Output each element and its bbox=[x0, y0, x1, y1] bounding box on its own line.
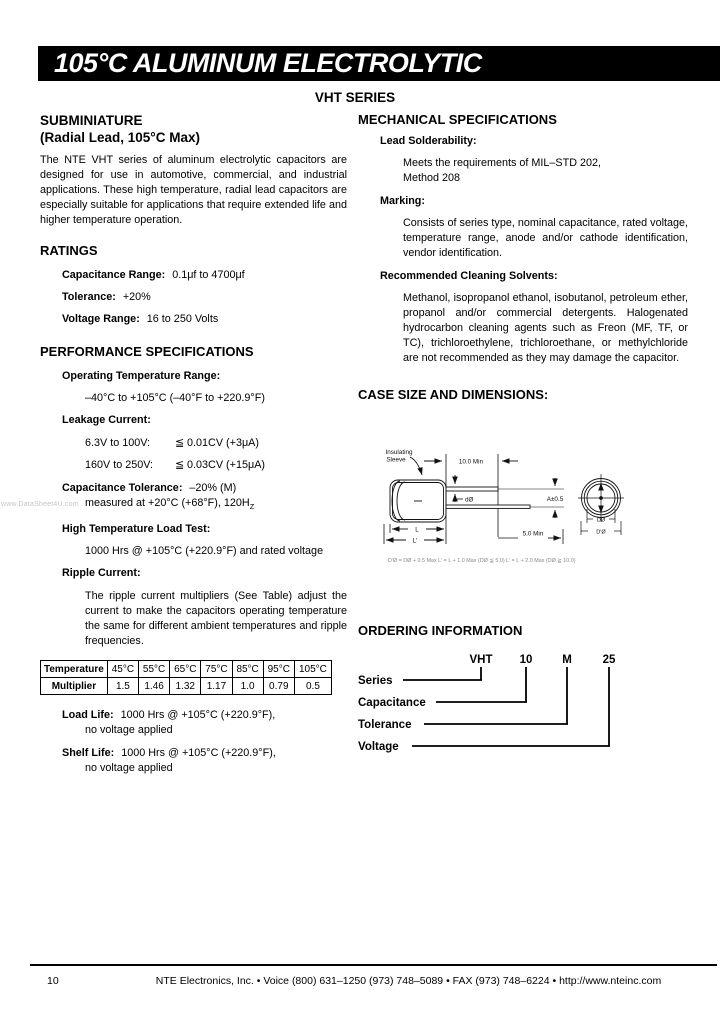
shelf-life-label: Shelf Life: bbox=[62, 747, 115, 760]
bottom-lead bbox=[446, 505, 530, 508]
ordering-code-tolerance: M bbox=[562, 654, 572, 666]
left-column bbox=[40, 112, 347, 776]
leakage-range: 160V to 250V: bbox=[85, 459, 154, 471]
table-cell: 75°C bbox=[201, 661, 232, 678]
ordering-labels bbox=[358, 675, 426, 753]
diagram-labels bbox=[386, 449, 607, 545]
ordering-code-voltage: 25 bbox=[602, 654, 616, 666]
dia-outer-label: D'Ø bbox=[596, 529, 606, 536]
cap-tolerance-label: Capacitance Tolerance: bbox=[62, 482, 183, 494]
load-test-label: High Temperature Load Test: bbox=[62, 523, 211, 536]
rating-value: 16 to 250 Volts bbox=[146, 313, 219, 325]
mechanical-heading: MECHANICAL SPECIFICATIONS bbox=[358, 112, 557, 127]
dim-10min-label: 10.0 Min bbox=[458, 458, 484, 466]
shelf-life-line2: no voltage applied bbox=[85, 762, 173, 775]
table-cell: 95°C bbox=[263, 661, 294, 678]
crimp-arc bbox=[397, 482, 405, 520]
leakage-value: ≦ 0.01CV (+3μA) bbox=[175, 437, 259, 449]
page-banner bbox=[38, 46, 720, 81]
solderability-label: Lead Solderability: bbox=[380, 135, 477, 147]
table-header-cell: Multiplier bbox=[41, 678, 108, 695]
marking-label: Marking: bbox=[380, 195, 425, 207]
ordering-code bbox=[470, 654, 616, 666]
case-dimensions-diagram bbox=[358, 441, 690, 571]
ordering-code-series: VHT bbox=[469, 654, 493, 666]
marking-body: Consists of series type, nominal capacitance, rated voltage, temperature range, anode and/or cathode identification, vendor identification. bbox=[403, 217, 688, 259]
page-footer bbox=[30, 964, 717, 987]
sleeve-leader-arrow bbox=[410, 457, 422, 475]
ordering-connector-lines bbox=[403, 667, 610, 746]
ripple-current-body: The ripple current multipliers (See Table) adjust the current to make the capacitors operating temperature the same for different ambient temperatures and ripple frequencies. bbox=[85, 590, 347, 648]
table-row bbox=[41, 678, 332, 695]
leakage-value: ≦ 0.03CV (+15μA) bbox=[175, 459, 265, 471]
crimp-arc bbox=[392, 481, 400, 521]
rating-tolerance bbox=[62, 290, 347, 305]
insulating-sleeve-label: Sleeve bbox=[386, 456, 406, 464]
table-cell: 65°C bbox=[170, 661, 201, 678]
dimension-note: D'Ø = DØ + 0.5 Max L' = L + 1.0 Max (DØ ≦ 5.0) L' = L + 2.0 Max (DØ ≧ 10.0) bbox=[388, 558, 576, 564]
cleaning-solvents-body: Methanol, isopropanol ethanol, isobutanol, petroleum ether, propanol and/or commercial detergents. Halogenated hydrocarbon cleaning agents such as Freon (MF, TF, or TC), trichloroethylene, trichloroethane, or methylchloride are not recommended as they may damage the capacitor. bbox=[403, 292, 688, 364]
load-life-label: Load Life: bbox=[62, 709, 114, 722]
operating-range-value: –40°C to +105°C (–40°F to +220.9°F) bbox=[85, 392, 265, 404]
page-number: 10 bbox=[47, 975, 59, 987]
top-lead bbox=[446, 487, 498, 491]
cap-tolerance-value: –20% (M) bbox=[189, 482, 237, 494]
ordering-label-capacitance: Capacitance bbox=[358, 697, 426, 709]
subminiature-subtitle: (Radial Lead, 105°C Max) bbox=[40, 130, 200, 145]
ordering-label-tolerance: Tolerance bbox=[358, 719, 412, 731]
operating-range-label: Operating Temperature Range: bbox=[62, 370, 221, 382]
subminiature-title: SUBMINIATURE bbox=[40, 113, 143, 128]
footer-text: NTE Electronics, Inc. • Voice (800) 631–1250 (973) 748–5089 • FAX (973) 748–6224 • http://www.nteinc.com bbox=[155, 975, 662, 987]
table-cell: 45°C bbox=[107, 661, 138, 678]
hz-subscript: Z bbox=[249, 502, 255, 512]
ordering-heading: ORDERING INFORMATION bbox=[358, 623, 523, 638]
cap-tolerance-cond: measured at +20°C (+68°F), 120H bbox=[85, 497, 250, 509]
solderability-line2: Method 208 bbox=[403, 172, 461, 184]
center-dot bbox=[600, 497, 603, 500]
rating-voltage-range bbox=[62, 312, 347, 327]
capacitance-tolerance bbox=[62, 481, 347, 496]
lead-spacing-label: A±0.5 bbox=[546, 496, 564, 503]
dim-5min-label: 5.0 Min bbox=[522, 530, 544, 538]
leakage-current-label: Leakage Current: bbox=[62, 414, 151, 426]
performance-heading: PERFORMANCE SPECIFICATIONS bbox=[40, 344, 254, 359]
intro-paragraph: The NTE VHT series of aluminum electrolytic capacitors are designed for use in automotive, commercial, and industrial applications. These high temperature, radial lead capacitors are especially suitable for applications that require extended life and higher temperature operation. bbox=[40, 154, 347, 226]
ordering-label-series: Series bbox=[358, 675, 393, 687]
table-header-cell: Temperature bbox=[41, 661, 108, 678]
rating-label: Capacitance Range: bbox=[62, 269, 166, 281]
ratings-heading: RATINGS bbox=[40, 243, 98, 258]
ordering-code-capacitance: 10 bbox=[519, 654, 533, 666]
table-cell: 0.5 bbox=[294, 678, 331, 695]
load-test-value: 1000 Hrs @ +105°C (+220.9°F) and rated voltage bbox=[85, 545, 324, 558]
table-cell: 1.17 bbox=[201, 678, 232, 695]
right-column bbox=[358, 112, 688, 761]
shelf-life-value: 1000 Hrs @ +105°C (+220.9°F), bbox=[121, 747, 276, 760]
rating-capacitance-range bbox=[62, 268, 347, 283]
table-cell: 1.5 bbox=[107, 678, 138, 695]
table-cell: 55°C bbox=[139, 661, 170, 678]
table-cell: 85°C bbox=[232, 661, 263, 678]
insulating-sleeve-label: Insulating bbox=[385, 449, 413, 456]
series-title: VHT SERIES bbox=[314, 90, 396, 105]
watermark: www.DataSheet4U.com bbox=[1, 501, 79, 508]
load-life-line2: no voltage applied bbox=[85, 724, 173, 737]
case-size-heading: CASE SIZE AND DIMENSIONS: bbox=[358, 387, 549, 402]
table-cell: 105°C bbox=[294, 661, 331, 678]
table-cell: 0.79 bbox=[263, 678, 294, 695]
ripple-current-label: Ripple Current: bbox=[62, 567, 141, 580]
ordering-diagram bbox=[358, 641, 688, 761]
table-cell: 1.0 bbox=[232, 678, 263, 695]
leakage-row bbox=[85, 436, 347, 451]
load-life bbox=[62, 708, 347, 723]
rating-value: 0.1μf to 4700μf bbox=[172, 269, 245, 281]
length-prime-label: L' bbox=[412, 537, 418, 545]
rating-value: +20% bbox=[122, 291, 151, 303]
leakage-row bbox=[85, 458, 347, 473]
lead-dia-label: dØ bbox=[465, 496, 474, 504]
solderability-line1: Meets the requirements of MIL–STD 202, bbox=[403, 157, 602, 169]
load-life-value: 1000 Hrs @ +105°C (+220.9°F), bbox=[120, 709, 276, 722]
leakage-range: 6.3V to 100V: bbox=[85, 437, 151, 449]
capacitance-tolerance-line2 bbox=[85, 496, 347, 514]
table-cell: 1.32 bbox=[170, 678, 201, 695]
length-label: L bbox=[415, 526, 419, 534]
table-row bbox=[41, 661, 332, 678]
rating-label: Tolerance: bbox=[62, 291, 116, 303]
capacitor-drawing bbox=[384, 454, 624, 544]
banner-title: 105°C ALUMINUM ELECTROLYTIC bbox=[54, 48, 482, 78]
table-cell: 1.46 bbox=[139, 678, 170, 695]
ripple-multiplier-table bbox=[40, 660, 332, 695]
ordering-label-voltage: Voltage bbox=[358, 741, 399, 753]
rating-label: Voltage Range: bbox=[62, 313, 140, 325]
dia-inner-label: DØ bbox=[596, 517, 606, 524]
cleaning-solvents-label: Recommended Cleaning Solvents: bbox=[380, 270, 558, 282]
shelf-life bbox=[62, 746, 347, 761]
